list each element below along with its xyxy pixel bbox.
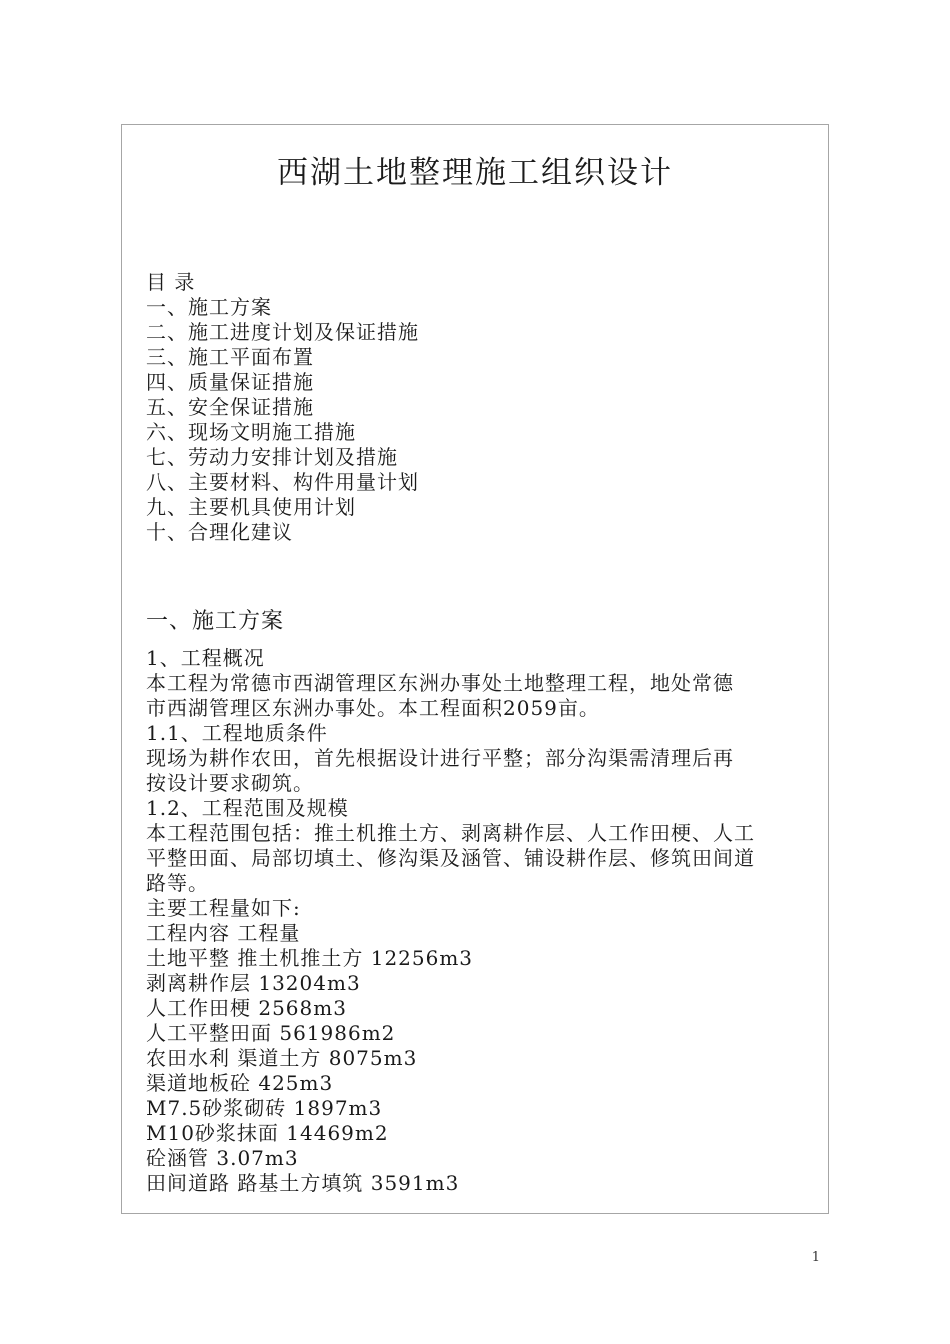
quantity-row: 砼涵管 3.07m3 bbox=[146, 1146, 299, 1170]
toc-item: 三、施工平面布置 bbox=[146, 345, 314, 369]
paragraph-line: 按设计要求砌筑。 bbox=[146, 771, 314, 795]
paragraph-line: 市西湖管理区东洲办事处。本工程面积2059亩。 bbox=[146, 696, 600, 720]
quantity-row: 剥离耕作层 13204m3 bbox=[146, 971, 361, 995]
quantity-row: M10砂浆抹面 14469m2 bbox=[146, 1121, 389, 1145]
toc-item: 八、主要材料、构件用量计划 bbox=[146, 470, 419, 494]
section-construction-plan bbox=[146, 608, 816, 1196]
quantity-row: 人工平整田面 561986m2 bbox=[146, 1021, 396, 1045]
toc-item: 六、现场文明施工措施 bbox=[146, 420, 356, 444]
table-of-contents bbox=[146, 270, 816, 545]
quantity-row: 人工作田梗 2568m3 bbox=[146, 996, 347, 1020]
subsection-heading: 1.1、工程地质条件 bbox=[146, 721, 328, 745]
paragraph-line: 现场为耕作农田，首先根据设计进行平整；部分沟渠需清理后再 bbox=[146, 746, 734, 770]
paragraph-line: 主要工程量如下: bbox=[146, 896, 301, 920]
toc-item: 一、施工方案 bbox=[146, 295, 272, 319]
subsection-heading: 1、工程概况 bbox=[146, 646, 265, 670]
paragraph-line: 本工程为常德市西湖管理区东洲办事处土地整理工程，地处常德 bbox=[146, 671, 734, 695]
toc-item: 十、合理化建议 bbox=[146, 520, 293, 544]
quantity-row: 土地平整 推土机推土方 12256m3 bbox=[146, 946, 474, 970]
toc-item: 四、质量保证措施 bbox=[146, 370, 314, 394]
page-number: 1 bbox=[811, 1250, 820, 1265]
subsection-heading: 1.2、工程范围及规模 bbox=[146, 796, 349, 820]
toc-item: 九、主要机具使用计划 bbox=[146, 495, 356, 519]
quantity-row: 田间道路 路基土方填筑 3591m3 bbox=[146, 1171, 460, 1195]
quantity-row: 渠道地板砼 425m3 bbox=[146, 1071, 334, 1095]
paragraph-line: 路等。 bbox=[146, 871, 209, 895]
paragraph-line: 平整田面、局部切填土、修沟渠及涵管、铺设耕作层、修筑田间道 bbox=[146, 846, 755, 870]
document-title: 西湖土地整理施工组织设计 bbox=[277, 155, 673, 191]
section-heading: 一、施工方案 bbox=[146, 609, 285, 634]
toc-item: 五、安全保证措施 bbox=[146, 395, 314, 419]
quantity-row: M7.5砂浆砌砖 1897m3 bbox=[146, 1096, 383, 1120]
toc-item: 二、施工进度计划及保证措施 bbox=[146, 320, 419, 344]
paragraph-line: 本工程范围包括：推土机推土方、剥离耕作层、人工作田梗、人工 bbox=[146, 821, 755, 845]
toc-item: 七、劳动力安排计划及措施 bbox=[146, 445, 398, 469]
quantity-row: 农田水利 渠道土方 8075m3 bbox=[146, 1046, 418, 1070]
toc-heading: 目 录 bbox=[146, 270, 196, 294]
quantity-header: 工程内容 工程量 bbox=[146, 921, 301, 945]
